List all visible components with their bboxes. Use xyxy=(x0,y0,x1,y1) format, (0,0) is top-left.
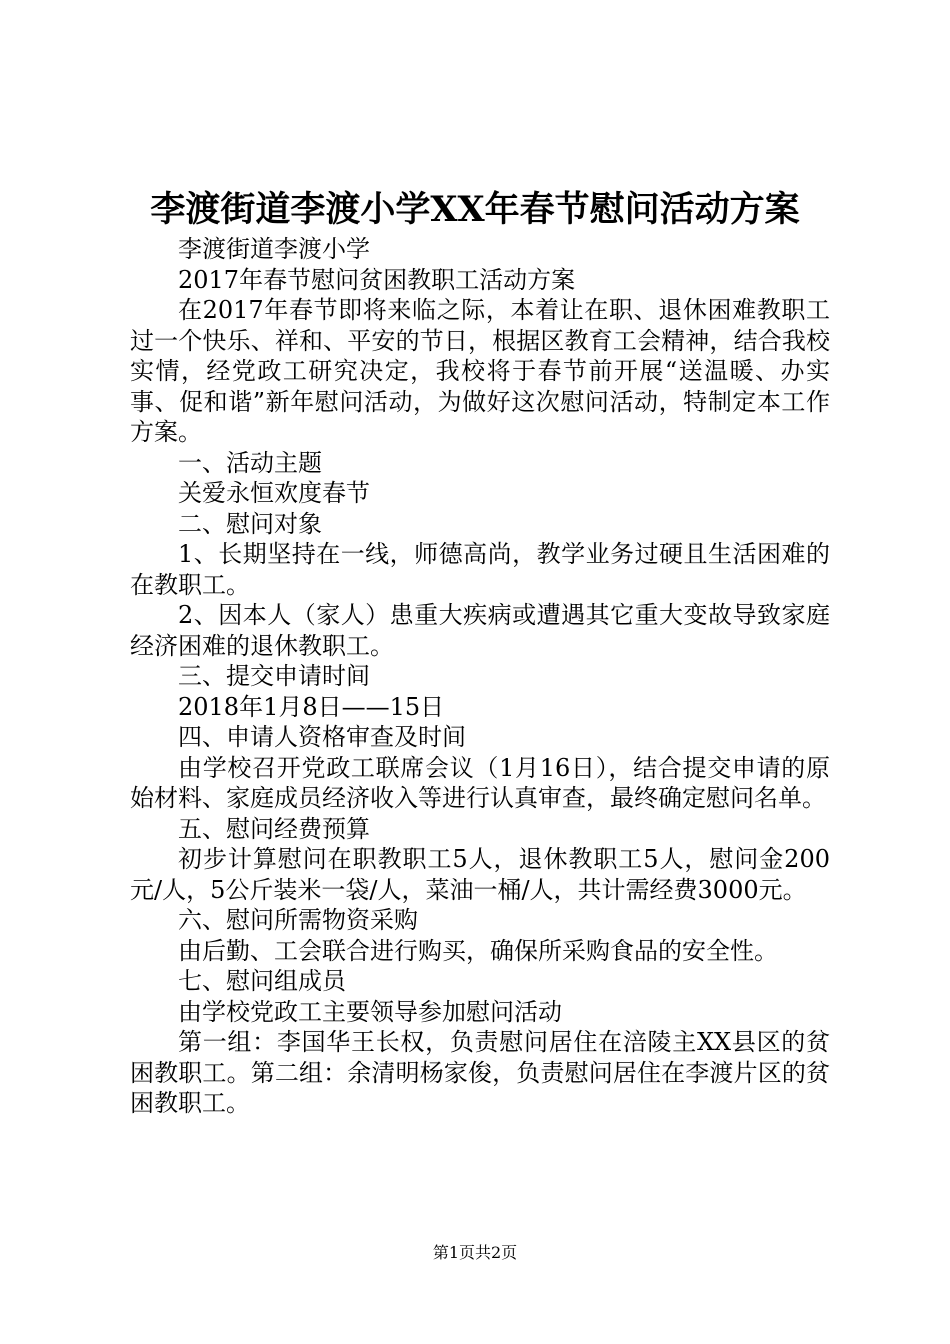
document-title: 李渡街道李渡小学XX年春节慰问活动方案 xyxy=(150,189,800,230)
paragraph-budget: 初步计算慰问在职教职工5人，退休教职工5人，慰问金200元/人，5公斤装米一袋/人，菜油一桶/人，共计需经费3000元。 xyxy=(130,845,830,904)
paragraph-plan-title: 2017年春节慰问贫困教职工活动方案 xyxy=(178,265,576,294)
paragraph-apply-time: 2018年1月8日——15日 xyxy=(178,692,445,721)
paragraph-target-2: 2、因本人（家人）患重大疾病或遭遇其它重大变故导致家庭经济困难的退休教职工。 xyxy=(130,601,830,660)
paragraph-procurement: 由后勤、工会联合进行购买，确保所采购食品的安全性。 xyxy=(178,936,778,965)
document-body xyxy=(130,234,830,1119)
section-heading-review: 四、申请人资格审查及时间 xyxy=(178,723,466,751)
section-heading-targets: 二、慰问对象 xyxy=(178,509,322,538)
section-heading-members: 七、慰问组成员 xyxy=(178,967,346,995)
page-total: 共2页 xyxy=(475,1243,518,1262)
section-heading-budget: 五、慰问经费预算 xyxy=(178,814,370,843)
section-heading-procurement: 六、慰问所需物资采购 xyxy=(178,906,418,934)
paragraph-groups: 第一组：李国华王长权，负责慰问居住在涪陵主XX县区的贫困教职工。第二组：余清明杨家俊，负责慰问居住在李渡片区的贫困教职工。 xyxy=(130,1028,830,1117)
paragraph-intro: 在2017年春节即将来临之际，本着让在职、退休困难教职工过一个快乐、祥和、平安的节日，根据区教育工会精神，结合我校实情，经党政工研究决定，我校将于春节前开展“送温暖、办实事、促和谐”新年慰问活动，为做好这次慰问活动，特制定本工作方案。 xyxy=(130,296,830,446)
page-number: 第1页 xyxy=(432,1243,475,1262)
paragraph-review: 由学校召开党政工联席会议（1月16日），结合提交申请的原始材料、家庭成员经济收入等进行认真审查，最终确定慰问名单。 xyxy=(130,753,830,812)
paragraph-target-1: 1、长期坚持在一线，师德高尚，教学业务过硬且生活困难的在教职工。 xyxy=(130,540,830,599)
page-footer xyxy=(0,1241,950,1265)
paragraph-theme: 关爱永恒欢度春节 xyxy=(178,479,370,507)
paragraph-members-intro: 由学校党政工主要领导参加慰问活动 xyxy=(178,997,562,1026)
section-heading-theme: 一、活动主题 xyxy=(178,448,322,477)
section-heading-apply-time: 三、提交申请时间 xyxy=(178,662,370,690)
paragraph-school-name: 李渡街道李渡小学 xyxy=(178,235,370,263)
